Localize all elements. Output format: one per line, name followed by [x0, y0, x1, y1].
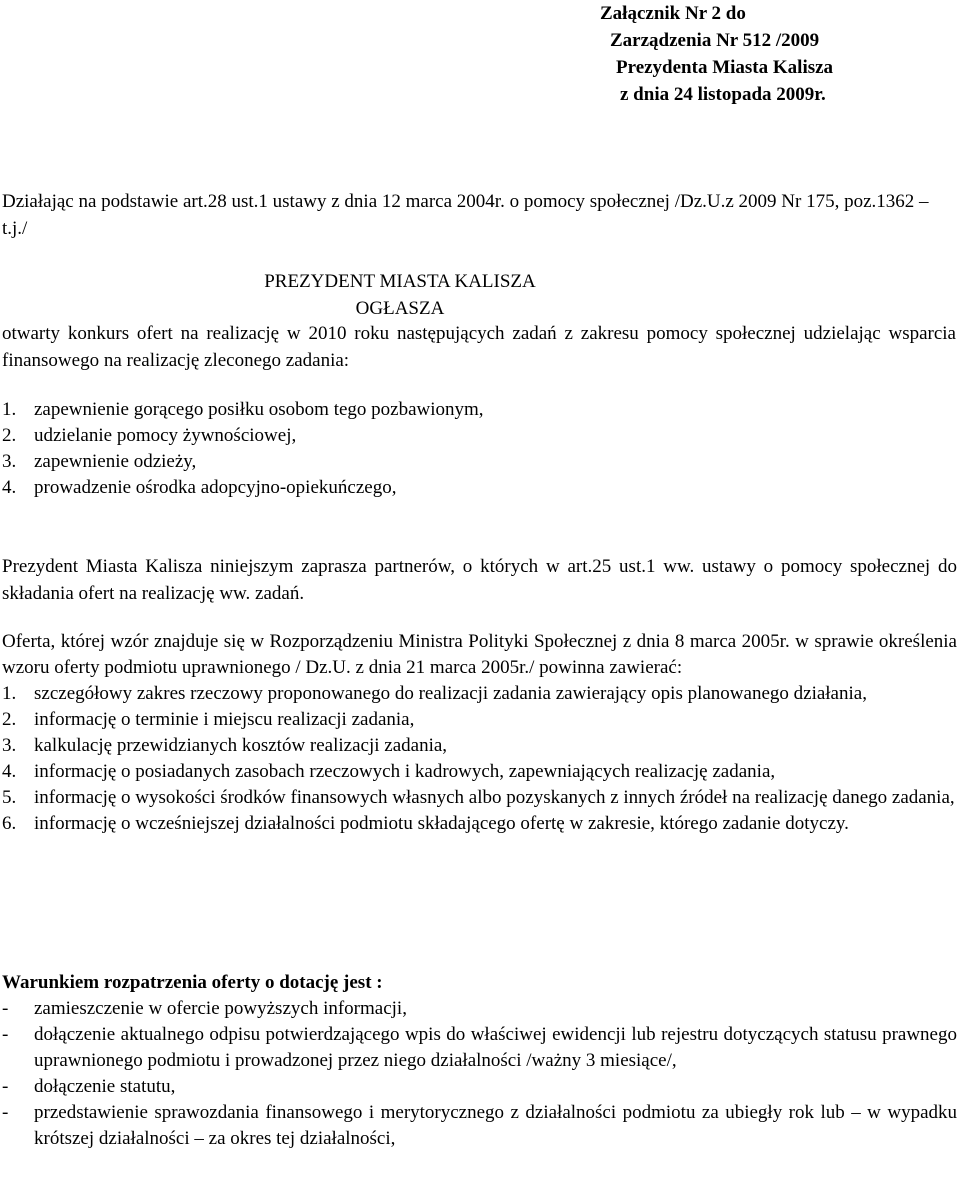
task-list: [2, 397, 952, 501]
task-number: 1.: [2, 399, 17, 420]
task-number: 4.: [2, 477, 17, 498]
annex-line-3: Prezydenta Miasta Kalisza: [616, 57, 834, 78]
offer-item: [2, 707, 957, 733]
condition-bullet: -: [2, 1024, 9, 1045]
offer-item-number: 3.: [2, 735, 17, 756]
condition-item: [2, 1074, 957, 1100]
offer-item-text: informację o wysokości środków finansowych własnych albo pozyskanych z innych źródeł na realizację danego zadania,: [34, 787, 955, 808]
task-item: [2, 449, 952, 475]
offer-item: [2, 733, 957, 759]
offer-item: [2, 811, 957, 837]
task-text: zapewnienie odzieży,: [34, 451, 197, 472]
conditions-section: [2, 970, 957, 1152]
offer-item-text: informację o wcześniejszej działalności podmiotu składającego ofertę w zakresie, którego zadanie dotyczy.: [34, 813, 849, 834]
heading: [0, 268, 800, 322]
offer-item: [2, 759, 957, 785]
offer-item: [2, 681, 957, 707]
task-text: prowadzenie ośrodka adopcyjno-opiekuńczego,: [34, 477, 397, 498]
annex-line-2: Zarządzenia Nr 512 /2009: [610, 30, 820, 51]
task-text: zapewnienie gorącego posiłku osobom tego pozbawionym,: [34, 399, 484, 420]
condition-text: zamieszczenie w ofercie powyższych informacji,: [34, 998, 407, 1019]
task-item: [2, 397, 952, 423]
offer-item-number: 6.: [2, 813, 17, 834]
annex-line-1: Załącznik Nr 2 do: [600, 3, 746, 24]
task-item: [2, 423, 952, 449]
heading-announces: OGŁASZA: [355, 298, 445, 319]
offer-item: [2, 785, 957, 811]
announcement-text: otwarty konkurs ofert na realizację w 2010 roku następujących zadań z zakresu pomocy społecznej udzielając wsparcia finansowego na realizację zleconego zadania:: [2, 323, 956, 371]
offer-item-number: 1.: [2, 683, 17, 704]
condition-bullet: -: [2, 1102, 9, 1123]
task-item: [2, 475, 952, 501]
offer-item-number: 5.: [2, 787, 17, 808]
offer-item-text: szczegółowy zakres rzeczowy proponowanego do realizacji zadania zawierający opis planowanego działania,: [34, 683, 867, 704]
legal-basis: Działając na podstawie art.28 ust.1 ustawy z dnia 12 marca 2004r. o pomocy społecznej /Dz.U.z 2009 Nr 175, poz.1362 – t.j./: [2, 191, 929, 239]
offer-requirements: [2, 629, 957, 837]
heading-authority: PREZYDENT MIASTA KALISZA: [264, 271, 536, 292]
condition-item: [2, 1022, 957, 1074]
offer-item-number: 2.: [2, 709, 17, 730]
task-number: 2.: [2, 425, 17, 446]
offer-lead: Oferta, której wzór znajduje się w Rozporządzeniu Ministra Polityki Społecznej z dnia 8 marca 2005r. w sprawie określenia wzoru oferty podmiotu uprawnionego / Dz.U. z dnia 21 marca 2005r./ powinna zawierać:: [2, 631, 957, 678]
condition-text: dołączenie statutu,: [34, 1076, 176, 1097]
condition-bullet: -: [2, 1076, 9, 1097]
offer-item-text: kalkulację przewidzianych kosztów realizacji zadania,: [34, 735, 448, 756]
task-text: udzielanie pomocy żywnościowej,: [34, 425, 297, 446]
invitation-text: Prezydent Miasta Kalisza niniejszym zaprasza partnerów, o których w art.25 ust.1 ww. ustawy o pomocy społecznej do składania ofert na realizację ww. zadań.: [2, 556, 957, 604]
offer-item-text: informację o terminie i miejscu realizacji zadania,: [34, 709, 415, 730]
condition-item: [2, 996, 957, 1022]
offer-item-number: 4.: [2, 761, 17, 782]
conditions-title: Warunkiem rozpatrzenia oferty o dotację jest :: [2, 972, 383, 993]
condition-text: przedstawienie sprawozdania finansowego i merytorycznego z działalności podmiotu za ubiegły rok lub – w wypadku krótszej działalności – za okres tej działalności,: [34, 1102, 957, 1149]
annex-line-4: z dnia 24 listopada 2009r.: [620, 84, 826, 105]
condition-text: dołączenie aktualnego odpisu potwierdzającego wpis do właściwej ewidencji lub rejestru dotyczących statusu prawnego uprawnionego podmiotu i prowadzonej przez niego działalności /ważny 3 miesiące/,: [34, 1024, 957, 1071]
offer-item-text: informację o posiadanych zasobach rzeczowych i kadrowych, zapewniających realizację zadania,: [34, 761, 776, 782]
task-number: 3.: [2, 451, 17, 472]
condition-item: [2, 1100, 957, 1152]
condition-bullet: -: [2, 998, 9, 1019]
annex-header: [600, 0, 833, 108]
